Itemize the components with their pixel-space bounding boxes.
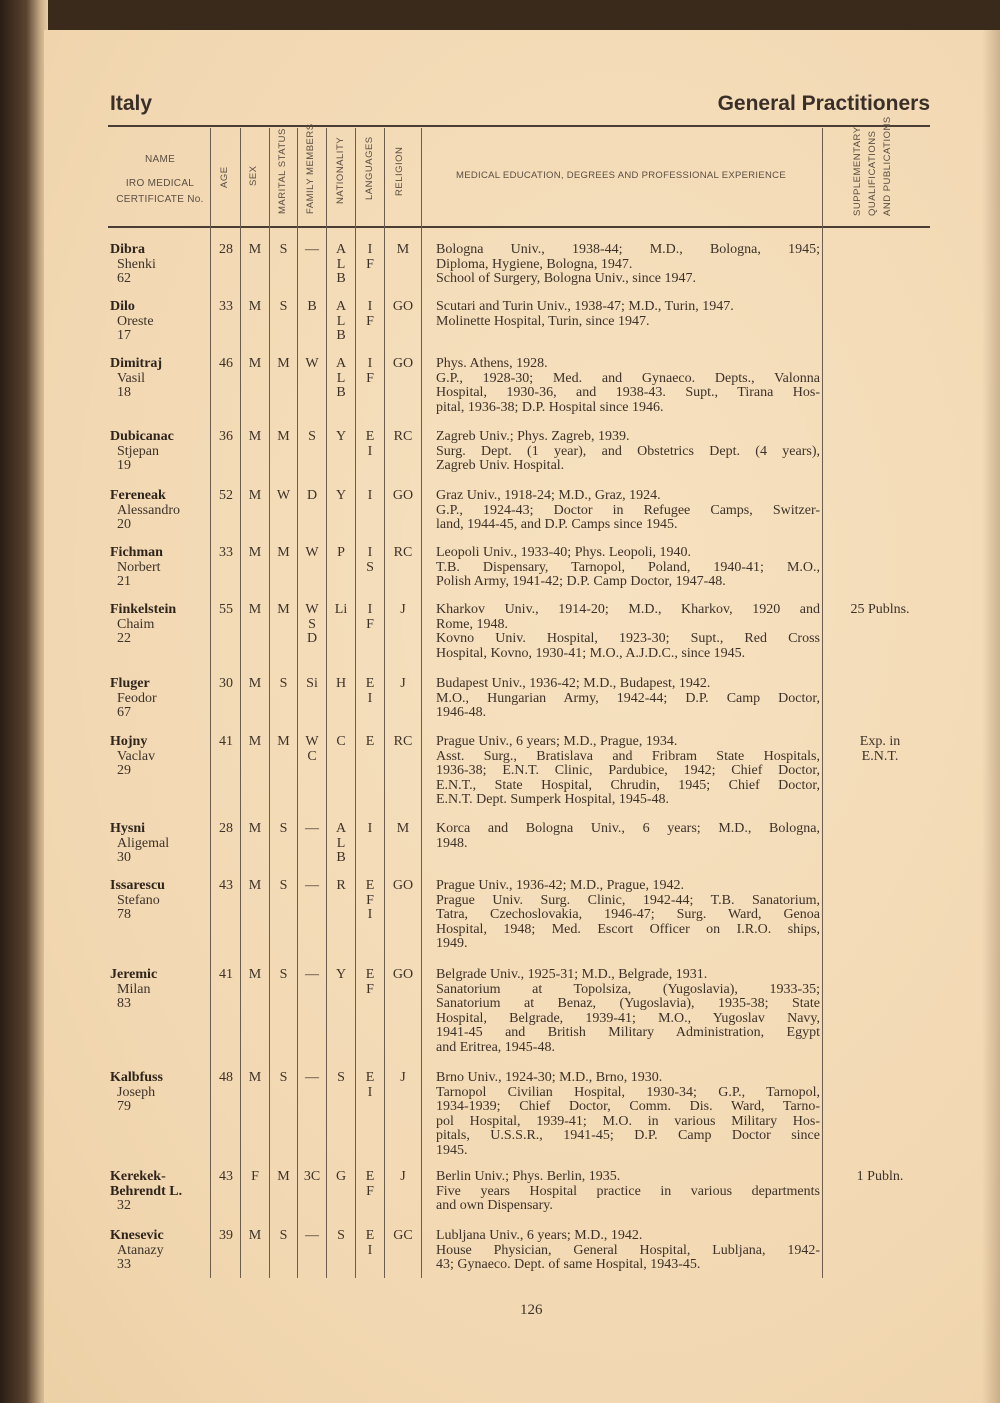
certificate-number: 32 — [117, 1198, 131, 1214]
cell-nat: A L B — [335, 299, 347, 344]
education-line: and Eritrea, 1945-48. — [436, 1039, 555, 1055]
education-line: 43; Gynaeco. Dept. of same Hospital, 1943-45. — [436, 1257, 701, 1273]
cell-age: 52 — [219, 488, 233, 503]
first-name: Vaclav — [117, 748, 156, 764]
header-bottom-rule — [108, 226, 930, 228]
education-line: Graz Univ., 1918-24; M.D., Graz, 1924. — [436, 488, 661, 503]
education-text — [436, 357, 820, 415]
cell-sex: M — [248, 1228, 262, 1243]
cell-rel: J — [400, 602, 406, 617]
education-line: 1936-38; E.N.T. Clinic, Pardubice, 1942; Chief Doctor, — [436, 763, 820, 779]
education-text — [436, 300, 820, 329]
cell-nat: S — [337, 1228, 345, 1243]
col-age: AGE — [219, 166, 230, 188]
cell-rel: J — [400, 676, 406, 691]
certificate-number: 29 — [117, 763, 131, 779]
cell-age: 55 — [219, 602, 233, 617]
first-name: Norbert — [117, 559, 161, 575]
cell-rel: M — [396, 242, 410, 257]
cell-marital: S — [279, 1228, 288, 1243]
cell-sex: M — [248, 1070, 262, 1085]
cell-marital: S — [279, 967, 288, 982]
education-line: Hospital, 1930-36, and 1938-43. Supt., Tirana Hos- — [436, 385, 820, 401]
cell-sex: M — [248, 488, 262, 503]
surname: Hojny — [110, 734, 148, 749]
cell-lang: E F — [365, 1169, 375, 1199]
cell-marital: S — [279, 821, 288, 836]
col-cert-1: IRO MEDICAL — [125, 178, 195, 189]
cell-rel: M — [396, 821, 410, 836]
section-heading: General Practitioners — [717, 92, 930, 115]
col-religion: RELIGION — [394, 146, 405, 196]
cell-marital: S — [279, 242, 288, 257]
first-name: Milan — [117, 981, 151, 997]
cell-marital: W — [276, 488, 291, 503]
surname: Dibra — [110, 242, 145, 257]
column-divider — [421, 128, 422, 1278]
education-line: Korca and Bologna Univ., 6 years; M.D., Bologna, — [436, 821, 820, 836]
col-marital: MARITAL STATUS — [277, 128, 288, 214]
cell-age: 43 — [219, 1169, 233, 1184]
cell-family: D — [306, 488, 318, 503]
certificate-number: 30 — [117, 850, 131, 866]
cell-sex: M — [248, 878, 262, 893]
first-name: Aligemal — [117, 835, 170, 851]
education-text — [436, 1071, 820, 1159]
cell-family: — — [305, 1070, 319, 1085]
cell-nat: A L B — [335, 821, 347, 866]
education-line: Kharkov Univ., 1914-20; M.D., Kharkov, 1920 and — [436, 602, 820, 617]
cell-rel: GO — [392, 356, 414, 371]
certificate-number: 67 — [117, 705, 131, 721]
col-cert-2: CERTIFICATE No. — [116, 194, 204, 205]
cell-age: 28 — [219, 242, 233, 257]
education-line: pol Hospital, 1939-41; M.O. in various Military Hos- — [436, 1113, 820, 1129]
cell-age: 33 — [219, 299, 233, 314]
cell-family: B — [307, 299, 317, 314]
cell-family: Si — [306, 676, 318, 691]
cell-lang: I F — [366, 242, 374, 272]
cell-rel: GO — [392, 488, 414, 503]
cell-rel: J — [400, 1070, 406, 1085]
cell-lang: E I — [365, 1228, 375, 1258]
education-line: E.N.T., State Hospital, Chrudin, 1945; Chief Doctor, — [436, 777, 820, 793]
cell-age: 46 — [219, 356, 233, 371]
education-line: Polish Army, 1941-42; D.P. Camp Doctor, 1947-48. — [436, 574, 726, 590]
education-line: pitals, U.S.S.R., 1941-45; D.P. Camp Doctor since — [436, 1128, 820, 1144]
first-name: Stefano — [117, 892, 160, 908]
cell-marital: S — [279, 1070, 288, 1085]
cell-marital: M — [277, 734, 290, 749]
certificate-number: 83 — [117, 996, 131, 1012]
first-name: Atanazy — [117, 1242, 164, 1258]
surname: Finkelstein — [110, 602, 177, 617]
cell-lang: E I — [365, 676, 375, 706]
col-supp-3: AND PUBLICATIONS — [882, 116, 893, 216]
cell-rel: J — [400, 1169, 406, 1184]
education-line: M.O., Hungarian Army, 1942-44; D.P. Camp Doctor, — [436, 690, 820, 706]
col-languages: LANGUAGES — [364, 136, 375, 200]
first-name: Alessandro — [117, 502, 180, 518]
cell-sex: F — [251, 1169, 259, 1184]
education-text — [436, 1170, 820, 1214]
education-line: Phys. Athens, 1928. — [436, 356, 548, 371]
certificate-number: 22 — [117, 631, 131, 647]
cell-family: W — [305, 356, 319, 371]
cell-nat: A L B — [335, 242, 347, 287]
education-line: G.P., 1924-43; Doctor in Refugee Camps, Switzer- — [436, 502, 820, 518]
education-text — [436, 677, 820, 721]
cell-nat: P — [337, 545, 345, 560]
education-line: 1948. — [436, 835, 468, 851]
education-line: Prague Univ. Surg. Clinic, 1942-44; T.B. Sanatorium, — [436, 892, 820, 908]
column-divider — [822, 128, 823, 1278]
cell-sex: M — [248, 734, 262, 749]
surname: Jeremic — [110, 967, 158, 982]
cell-age: 39 — [219, 1228, 233, 1243]
education-line: Five years Hospital practice in various departments — [436, 1183, 820, 1199]
education-line: land, 1944-45, and D.P. Camps since 1945. — [436, 517, 678, 533]
cell-age: 41 — [219, 967, 233, 982]
cell-age: 36 — [219, 429, 233, 444]
education-line: Kovno Univ. Hospital, 1923-30; Supt., Red Cross — [436, 631, 820, 647]
cell-marital: S — [279, 878, 288, 893]
cell-age: 28 — [219, 821, 233, 836]
education-line: Rome, 1948. — [436, 616, 508, 632]
cell-family: W — [305, 545, 319, 560]
col-name: NAME — [144, 154, 176, 165]
cell-sex: M — [248, 821, 262, 836]
first-name: Oreste — [117, 313, 154, 329]
surname: Dubicanac — [110, 429, 174, 444]
education-line: Molinette Hospital, Turin, since 1947. — [436, 313, 650, 329]
cell-nat: G — [335, 1169, 347, 1184]
cell-marital: M — [277, 429, 290, 444]
surname: Issarescu — [110, 878, 165, 893]
surname: Dimitraj — [110, 356, 163, 371]
header-top-rule — [108, 125, 930, 127]
cell-sex: M — [248, 242, 262, 257]
certificate-number: 78 — [117, 907, 131, 923]
cell-rel: GC — [393, 1228, 413, 1243]
education-line: Tarnopol Civilian Hospital, 1930-34; G.P., Tarnopol, — [436, 1084, 820, 1100]
cell-lang: I F — [366, 299, 374, 329]
education-line: T.B. Dispensary, Tarnopol, Poland, 1940-41; M.O., — [436, 559, 820, 575]
col-supp-2: QUALIFICATIONS — [867, 130, 878, 216]
page-number: 126 — [520, 1302, 543, 1318]
col-sex: SEX — [248, 165, 259, 186]
education-line: Sanatorium at Topolsiza, (Yugoslavia), 1933-35; — [436, 981, 820, 997]
education-line: Zagreb Univ. Hospital. — [436, 458, 565, 474]
cell-nat: R — [336, 878, 346, 893]
cell-family: 3C — [303, 1169, 321, 1184]
education-line: School of Surgery, Bologna Univ., since 1947. — [436, 271, 697, 287]
cell-lang: E — [365, 734, 375, 749]
education-line: 1934-1939; Chief Doctor, Comm. Dis. Ward, Tarno- — [436, 1099, 820, 1115]
education-line: G.P., 1928-30; Med. and Gynaeco. Depts., Valonna — [436, 370, 820, 386]
cell-family: — — [305, 967, 319, 982]
cell-sex: M — [248, 299, 262, 314]
education-line: Hospital, Kovno, 1930-41; M.O., A.J.D.C., since 1945. — [436, 645, 746, 661]
education-line: Tatra, Czechoslovakia, 1946-47; Surg. Ward, Genoa — [436, 907, 820, 923]
cell-marital: M — [277, 356, 290, 371]
cell-age: 43 — [219, 878, 233, 893]
cell-family: S — [308, 429, 316, 444]
education-text — [436, 879, 820, 952]
cell-lang: E I — [365, 429, 375, 459]
education-text — [436, 243, 820, 287]
education-line: Sanatorium at Benaz, (Yugoslavia), 1935-38; State — [436, 996, 820, 1012]
page-edge — [982, 30, 1000, 1403]
cell-nat: S — [337, 1070, 345, 1085]
certificate-number: 19 — [117, 458, 131, 474]
cell-nat: Y — [335, 429, 347, 444]
cell-sex: M — [248, 545, 262, 560]
cell-age: 30 — [219, 676, 233, 691]
cell-nat: A L B — [335, 356, 347, 401]
first-name: Shenki — [117, 256, 156, 272]
education-text — [436, 822, 820, 851]
cell-marital: M — [277, 602, 290, 617]
education-text — [436, 735, 820, 808]
book-spine — [0, 0, 48, 1403]
cell-nat: C — [336, 734, 346, 749]
cell-lang: I F — [366, 602, 374, 632]
education-text — [436, 603, 820, 661]
first-name: Chaim — [117, 616, 155, 632]
cell-marital: M — [277, 1169, 290, 1184]
certificate-number: 18 — [117, 385, 131, 401]
first-name: Joseph — [117, 1084, 156, 1100]
cell-family: — — [305, 242, 319, 257]
education-text — [436, 430, 820, 474]
education-line: and own Dispensary. — [436, 1198, 553, 1214]
education-text — [436, 489, 820, 533]
education-line: Diploma, Hygiene, Bologna, 1947. — [436, 256, 633, 272]
country-heading: Italy — [110, 92, 153, 115]
education-line: Asst. Surg., Bratislava and Fribram State Hospitals, — [436, 748, 820, 764]
education-line: Prague Univ., 1936-42; M.D., Prague, 1942. — [436, 878, 684, 893]
cell-sex: M — [248, 356, 262, 371]
cell-rel: RC — [393, 545, 413, 560]
education-text — [436, 1229, 820, 1273]
education-line: Scutari and Turin Univ., 1938-47; M.D., Turin, 1947. — [436, 299, 734, 314]
first-name: Feodor — [117, 690, 157, 706]
first-name: Stjepan — [117, 443, 159, 459]
certificate-number: 21 — [117, 574, 131, 590]
education-line: Berlin Univ.; Phys. Berlin, 1935. — [436, 1169, 621, 1184]
education-line: Leopoli Univ., 1933-40; Phys. Leopoli, 1940. — [436, 545, 691, 560]
cell-lang: I — [367, 488, 373, 503]
surname: Fereneak — [110, 488, 166, 503]
cell-lang: E F — [365, 967, 375, 997]
education-line: Surg. Dept. (1 year), and Obstetrics Dept. (4 years), — [436, 443, 820, 459]
education-line: 1945. — [436, 1142, 468, 1158]
surname: Dilo — [110, 299, 135, 314]
education-line: 1946-48. — [436, 705, 487, 721]
education-text — [436, 968, 820, 1056]
supplementary-qualifications: Exp. in E.N.T. — [859, 734, 901, 764]
education-line: Belgrade Univ., 1925-31; M.D., Belgrade, 1931. — [436, 967, 708, 982]
education-line: 1941-45 and British Military Administration, Egypt — [436, 1025, 820, 1041]
cell-nat: Y — [335, 488, 347, 503]
cell-marital: M — [277, 545, 290, 560]
cell-lang: E F I — [365, 878, 375, 923]
col-education: MEDICAL EDUCATION, DEGREES AND PROFESSIONAL EXPERIENCE — [456, 170, 786, 181]
cell-marital: S — [279, 676, 288, 691]
cell-rel: GO — [392, 967, 414, 982]
certificate-number: 20 — [117, 517, 131, 533]
education-line: E.N.T. Dept. Sumperk Hospital, 1945-48. — [436, 792, 670, 808]
column-divider — [210, 128, 211, 1278]
cell-rel: RC — [393, 734, 413, 749]
cell-lang: I — [367, 821, 373, 836]
cell-sex: M — [248, 602, 262, 617]
cell-rel: RC — [393, 429, 413, 444]
education-line: Hospital, Belgrade, 1939-41; M.O., Yugoslav Navy, — [436, 1010, 820, 1026]
surname: Kerekek- Behrendt L. — [110, 1169, 183, 1199]
cell-nat: Li — [334, 602, 348, 617]
cell-sex: M — [248, 676, 262, 691]
education-line: Lubljana Univ., 6 years; M.D., 1942. — [436, 1228, 643, 1243]
education-line: Bologna Univ., 1938-44; M.D., Bologna, 1945; — [436, 242, 820, 257]
education-line: Hospital, 1948; Med. Escort Officer on I.R.O. ships, — [436, 921, 820, 937]
surname: Hysni — [110, 821, 146, 836]
cell-age: 48 — [219, 1070, 233, 1085]
cell-rel: GO — [392, 878, 414, 893]
surname: Knesevic — [110, 1228, 164, 1243]
surname: Fluger — [110, 676, 150, 691]
col-nationality: NATIONALITY — [335, 136, 346, 204]
cell-lang: E I — [365, 1070, 375, 1100]
cell-nat: H — [335, 676, 347, 691]
col-supp-1: SUPPLEMENTARY — [852, 126, 863, 216]
cell-family: W C — [305, 734, 319, 764]
supplementary-qualifications: 1 Publn. — [856, 1169, 904, 1184]
cell-age: 41 — [219, 734, 233, 749]
supplementary-qualifications: 25 Publns. — [850, 602, 910, 617]
cell-sex: M — [248, 429, 262, 444]
first-name: Vasil — [117, 370, 145, 386]
certificate-number: 79 — [117, 1099, 131, 1115]
certificate-number: 33 — [117, 1257, 131, 1273]
cell-family: — — [305, 1228, 319, 1243]
col-family: FAMILY MEMBERS — [305, 123, 316, 214]
education-line: Prague Univ., 6 years; M.D., Prague, 1934. — [436, 734, 678, 749]
education-line: pital, 1936-38; D.P. Hospital since 1946. — [436, 399, 664, 415]
education-line: Zagreb Univ.; Phys. Zagreb, 1939. — [436, 429, 630, 444]
education-line: Brno Univ., 1924-30; M.D., Brno, 1930. — [436, 1070, 663, 1085]
cell-sex: M — [248, 967, 262, 982]
cell-nat: Y — [335, 967, 347, 982]
cell-lang: I S — [366, 545, 374, 575]
certificate-number: 62 — [117, 271, 131, 287]
education-text — [436, 546, 820, 590]
cell-marital: S — [279, 299, 288, 314]
cell-family: — — [305, 821, 319, 836]
cell-lang: I F — [366, 356, 374, 386]
education-line: Budapest Univ., 1936-42; M.D., Budapest, 1942. — [436, 676, 711, 691]
surname: Kalbfuss — [110, 1070, 163, 1085]
cell-family: W S D — [305, 602, 319, 647]
education-line: House Physician, General Hospital, Lubljana, 1942- — [436, 1242, 820, 1258]
education-line: 1949. — [436, 936, 468, 952]
certificate-number: 17 — [117, 328, 131, 344]
cell-age: 33 — [219, 545, 233, 560]
cell-family: — — [305, 878, 319, 893]
surname: Fichman — [110, 545, 163, 560]
cell-rel: GO — [392, 299, 414, 314]
